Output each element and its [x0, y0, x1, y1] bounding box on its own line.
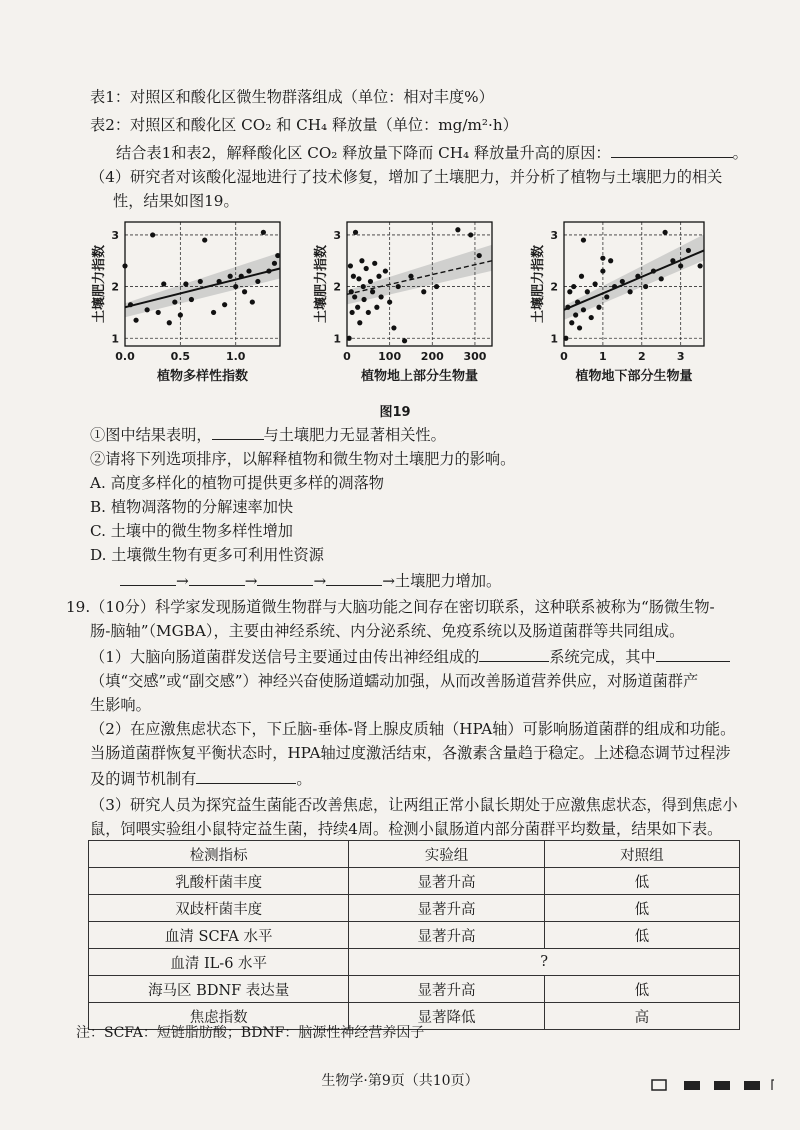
y-tick-label: 2	[550, 280, 558, 294]
data-point	[361, 297, 366, 302]
data-point	[396, 284, 401, 289]
trend-line-3	[564, 250, 704, 309]
y-tick-label: 1	[333, 332, 341, 346]
figure-19-charts	[80, 212, 720, 422]
table-row	[89, 949, 740, 976]
data-point	[659, 276, 664, 281]
data-point	[581, 307, 586, 312]
confidence-band-2	[347, 245, 492, 305]
q19-p2-line3	[90, 768, 312, 790]
table-cell: 低	[544, 922, 739, 949]
data-point	[202, 237, 207, 242]
y-axis-label: 土壤肥力指数	[314, 244, 329, 324]
x-tick-label: 300	[463, 350, 487, 363]
q19-p1-line2: （填“交感”或“副交感”）神经兴奋使肠道蠕动加强，从而改善肠道营养供应，对肠道菌群产	[90, 672, 699, 690]
data-point	[421, 289, 426, 294]
data-point	[567, 289, 572, 294]
data-point	[391, 325, 396, 330]
data-point	[250, 299, 255, 304]
arrow-chain: → → → →土壤肥力增加。	[120, 570, 501, 592]
answer-blank	[326, 570, 382, 586]
table-cell: 高	[544, 1003, 739, 1030]
data-point	[387, 299, 392, 304]
data-point	[198, 279, 203, 284]
data-point	[651, 268, 656, 273]
q19-p1-line3: 生影响。	[90, 696, 151, 714]
table-cell: 海马区 BDNF 表达量	[89, 976, 349, 1003]
q4-sub1	[90, 424, 446, 446]
data-point	[368, 279, 373, 284]
data-point	[698, 263, 703, 268]
data-point	[228, 274, 233, 279]
data-point	[361, 284, 366, 289]
data-point	[217, 279, 222, 284]
table-header: 实验组	[349, 841, 544, 868]
table1-caption: 表1：对照区和酸化区微生物群落组成（单位：相对丰度%）	[90, 88, 494, 106]
data-point	[593, 281, 598, 286]
data-point	[620, 279, 625, 284]
table-cell: 血清 SCFA 水平	[89, 922, 349, 949]
answer-blank	[257, 570, 313, 586]
x-tick-label: 0	[560, 350, 568, 363]
data-point	[150, 232, 155, 237]
data-point	[359, 258, 364, 263]
trend-line-1	[125, 269, 280, 308]
data-point	[356, 276, 361, 281]
data-point	[351, 274, 356, 279]
table-cell: 焦虑指数	[89, 1003, 349, 1030]
q19-p2-text-c: 及的调节机制有	[90, 770, 197, 788]
y-axis-label: 土壤肥力指数	[92, 244, 107, 324]
table-row	[89, 922, 740, 949]
data-point	[608, 258, 613, 263]
arrow-chain-end: →土壤肥力增加。	[382, 572, 502, 590]
x-axis-label: 植物地上部分生物量	[360, 369, 479, 384]
data-point	[275, 253, 280, 258]
q19-line1: 19.（10分）科学家发现肠道微生物群与大脑功能之间存在密切联系，这种联系被称为“肠微生物-	[66, 598, 715, 616]
data-point	[355, 305, 360, 310]
q3-period: 。	[732, 144, 748, 162]
data-point	[569, 320, 574, 325]
data-point	[663, 230, 668, 235]
table-cell: 血清 IL-6 水平	[89, 949, 349, 976]
data-point	[352, 294, 357, 299]
table-cell-merged: ?	[349, 949, 740, 976]
data-point	[678, 263, 683, 268]
data-point	[581, 237, 586, 242]
confidence-band-3	[564, 234, 704, 319]
x-tick-label: 2	[637, 350, 646, 363]
results-table	[88, 840, 740, 1030]
data-point	[635, 274, 640, 279]
data-point	[455, 227, 460, 232]
table-note: 注：SCFA：短链脂肪酸；BDNF：脑源性神经营养因子	[76, 1025, 425, 1041]
data-point	[670, 258, 675, 263]
data-point	[156, 310, 161, 315]
data-point	[242, 289, 247, 294]
data-point	[366, 310, 371, 315]
option-d: D. 土壤微生物有更多可利用性资源	[90, 546, 324, 564]
data-point	[255, 279, 260, 284]
data-point	[477, 253, 482, 258]
print-mark-block	[684, 1081, 700, 1090]
table-cell: 显著升高	[349, 922, 544, 949]
option-c: C. 土壤中的微生物多样性增加	[90, 522, 293, 540]
table-header: 对照组	[544, 841, 739, 868]
print-mark-block	[714, 1081, 730, 1090]
table-cell: 显著升高	[349, 868, 544, 895]
x-tick-label: 0	[343, 350, 351, 363]
answer-blank	[120, 570, 176, 586]
data-point	[364, 266, 369, 271]
table2-caption: 表2：对照区和酸化区 CO₂ 和 CH₄ 释放量（单位：mg/m²·h）	[90, 116, 518, 134]
data-point	[628, 289, 633, 294]
table-row	[89, 895, 740, 922]
answer-blank	[656, 646, 730, 662]
data-point	[589, 315, 594, 320]
q4-sub1-pre: ①图中结果表明，	[90, 426, 212, 444]
x-tick-label: 0.5	[170, 350, 191, 363]
data-point	[145, 307, 150, 312]
data-point	[604, 294, 609, 299]
data-point	[573, 312, 578, 317]
data-point	[266, 268, 271, 273]
q4-intro-line2: 性，结果如图19。	[113, 192, 239, 210]
q19-p2-period: 。	[296, 770, 312, 788]
answer-blank	[479, 646, 549, 662]
y-tick-label: 2	[333, 280, 341, 294]
x-tick-label: 100	[378, 350, 402, 363]
data-point	[233, 284, 238, 289]
x-axis-label: 植物多样性指数	[156, 369, 249, 384]
table-row	[89, 868, 740, 895]
table-cell: 乳酸杆菌丰度	[89, 868, 349, 895]
table-cell: 低	[544, 976, 739, 1003]
data-point	[374, 305, 379, 310]
x-axis-label: 植物地下部分生物量	[575, 369, 693, 384]
data-point	[372, 261, 377, 266]
data-point	[563, 336, 568, 341]
q4-sub2: ②请将下列选项排序，以解释植物和微生物对土壤肥力的影响。	[90, 450, 516, 468]
data-point	[585, 289, 590, 294]
data-point	[172, 299, 177, 304]
q19-p1-text-a: （1）大脑向肠道菌群发送信号主要通过由传出神经组成的	[90, 648, 480, 666]
x-tick-label: 0.0	[115, 350, 135, 363]
data-point	[189, 297, 194, 302]
figure-19	[80, 212, 720, 422]
data-point	[376, 274, 381, 279]
table-cell: 双歧杆菌丰度	[89, 895, 349, 922]
data-point	[370, 289, 375, 294]
table-cell: 低	[544, 868, 739, 895]
x-tick-label: 200	[420, 350, 444, 363]
q4-intro-line1: （4）研究者对该酸化湿地进行了技术修复，增加了土壤肥力，并分析了植物与土壤肥力的相关	[90, 168, 723, 186]
data-point	[167, 320, 172, 325]
print-mark-corner	[772, 1080, 774, 1090]
data-point	[579, 274, 584, 279]
y-tick-label: 3	[550, 228, 558, 242]
answer-blank	[196, 768, 296, 784]
data-point	[379, 294, 384, 299]
answer-blank	[212, 424, 264, 440]
data-point	[178, 312, 183, 317]
data-point	[468, 232, 473, 237]
table-cell: 显著升高	[349, 895, 544, 922]
data-point	[353, 230, 358, 235]
x-tick-label: 3	[676, 350, 685, 363]
data-point	[434, 284, 439, 289]
x-tick-label: 1.0	[225, 350, 246, 363]
q4-sub1-post: 与土壤肥力无显著相关性。	[263, 426, 446, 444]
data-point	[128, 302, 133, 307]
x-tick-label: 1	[599, 350, 607, 363]
y-tick-label: 1	[550, 332, 558, 346]
data-point	[408, 274, 413, 279]
data-point	[357, 320, 362, 325]
q3-prompt-text: 结合表1和表2，解释酸化区 CO₂ 释放量下降而 CH₄ 释放量升高的原因：	[116, 144, 611, 162]
data-point	[383, 268, 388, 273]
data-point	[246, 268, 251, 273]
data-point	[239, 274, 244, 279]
data-point	[349, 289, 354, 294]
q19-p1-text-b: 系统完成，其中	[549, 648, 656, 666]
data-point	[686, 248, 691, 253]
data-point	[272, 261, 277, 266]
data-point	[122, 263, 127, 268]
data-point	[577, 325, 582, 330]
table-header-row	[89, 841, 740, 868]
data-point	[211, 310, 216, 315]
y-tick-label: 1	[111, 332, 119, 346]
print-mark-outline	[652, 1080, 666, 1090]
data-point	[565, 305, 570, 310]
y-axis-label: 土壤肥力指数	[531, 244, 546, 324]
data-point	[350, 310, 355, 315]
q19-p3-line2: 鼠，饲喂实验组小鼠特定益生菌，持续4周。检测小鼠肠道内部分菌群平均数量，结果如下表。	[90, 820, 723, 838]
data-point	[402, 338, 407, 343]
y-tick-label: 3	[333, 228, 341, 242]
answer-blank	[611, 142, 733, 158]
print-mark-block	[744, 1081, 760, 1090]
data-point	[222, 302, 227, 307]
q19-p2-line1: （2）在应激焦虑状态下，下丘脑-垂体-肾上腺皮质轴（HPA轴）可影响肠道菌群的组成和功能。	[90, 720, 736, 738]
data-point	[600, 256, 605, 261]
data-point	[596, 305, 601, 310]
data-point	[261, 230, 266, 235]
option-b: B. 植物凋落物的分解速率加快	[90, 498, 294, 516]
q19-line2: 肠-脑轴”（MGBA），主要由神经系统、内分泌系统、免疫系统以及肠道菌群等共同组成。	[90, 622, 685, 640]
data-point	[571, 284, 576, 289]
table-header: 检测指标	[89, 841, 349, 868]
table-cell: 显著降低	[349, 1003, 544, 1030]
data-point	[161, 281, 166, 286]
table-cell: 显著升高	[349, 976, 544, 1003]
data-point	[600, 268, 605, 273]
y-tick-label: 3	[111, 228, 119, 242]
option-a: A. 高度多样化的植物可提供更多样的凋落物	[90, 474, 384, 492]
answer-blank	[189, 570, 245, 586]
table-row	[89, 976, 740, 1003]
data-point	[575, 299, 580, 304]
data-point	[643, 284, 648, 289]
figure-caption: 图19	[379, 405, 411, 420]
q19-p2-line2: 当肠道菌群恢复平衡状态时，HPA轴过度激活结束，各激素含量趋于稳定。上述稳态调节过程涉	[90, 744, 731, 762]
data-point	[183, 281, 188, 286]
data-point	[612, 284, 617, 289]
print-marks	[650, 1078, 780, 1092]
q19-p3-line1: （3）研究人员为探究益生菌能否改善焦虑，让两组正常小鼠长期处于应激焦虑状态，得到焦虑小	[90, 796, 738, 814]
table-cell: 低	[544, 895, 739, 922]
data-point	[348, 263, 353, 268]
data-point	[347, 336, 352, 341]
q19-p1-line1	[90, 646, 730, 668]
page-footer: 生物学·第9页（共10页）	[321, 1073, 479, 1089]
y-tick-label: 2	[111, 280, 119, 294]
q3-prompt	[116, 142, 748, 164]
data-point	[133, 318, 138, 323]
